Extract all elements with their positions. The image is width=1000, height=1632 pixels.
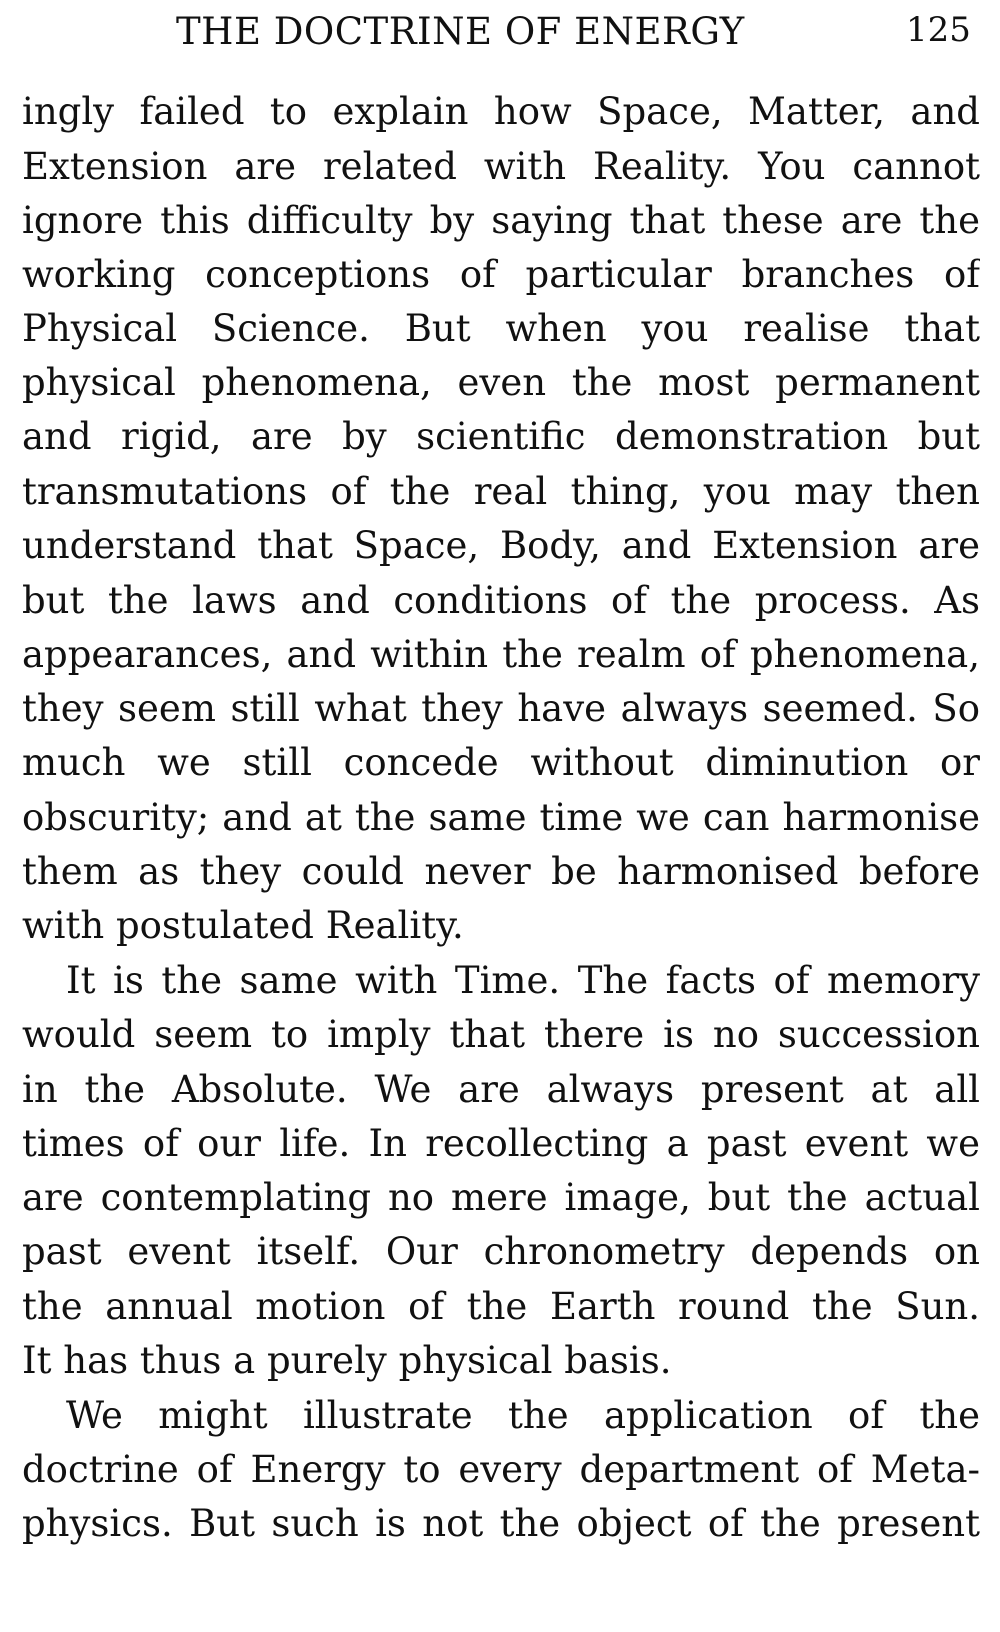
text-line: appearances, and within the realm of phenomena,	[22, 633, 980, 676]
text-line: ingly failed to explain how Space, Matter, and	[22, 90, 980, 133]
text-line: and rigid, are by scientific demonstration but	[22, 415, 980, 458]
text-line: they seem still what they have always seemed. So	[22, 687, 980, 730]
text-line: working conceptions of particular branches of	[22, 253, 980, 296]
text-line: times of our life. In recollecting a past event we	[22, 1122, 980, 1165]
text-line: with postulated Reality.	[22, 904, 464, 947]
running-title: THE DOCTRINE OF ENERGY	[176, 10, 745, 53]
text-line: ignore this difficulty by saying that these are the	[22, 199, 980, 242]
text-line: transmutations of the real thing, you may then	[22, 470, 980, 513]
page-number: 125	[906, 10, 971, 50]
text-line: the annual motion of the Earth round the Sun.	[22, 1285, 980, 1328]
text-line: them as they could never be harmonised before	[22, 850, 980, 893]
text-line: in the Absolute. We are always present at all	[22, 1068, 980, 1111]
text-line: but the laws and conditions of the process. As	[22, 579, 980, 622]
text-line: obscurity; and at the same time we can harmonise	[22, 796, 980, 839]
text-line: Extension are related with Reality. You cannot	[22, 145, 980, 188]
text-line: would seem to imply that there is no succession	[22, 1013, 980, 1056]
text-line: doctrine of Energy to every department of Meta-	[22, 1448, 980, 1491]
text-line: physics. But such is not the object of the present	[22, 1502, 980, 1545]
text-line: are contemplating no mere image, but the actual	[22, 1176, 980, 1219]
text-line: We might illustrate the application of the	[66, 1394, 980, 1437]
text-line: past event itself. Our chronometry depends on	[22, 1230, 980, 1273]
text-line: It is the same with Time. The facts of memory	[66, 959, 980, 1002]
text-line: understand that Space, Body, and Extension are	[22, 524, 980, 567]
text-line: Physical Science. But when you realise that	[22, 307, 980, 350]
text-line: much we still concede without diminution or	[22, 741, 980, 784]
text-line: physical phenomena, even the most permanent	[22, 361, 980, 404]
text-line: It has thus a purely physical basis.	[22, 1339, 672, 1382]
